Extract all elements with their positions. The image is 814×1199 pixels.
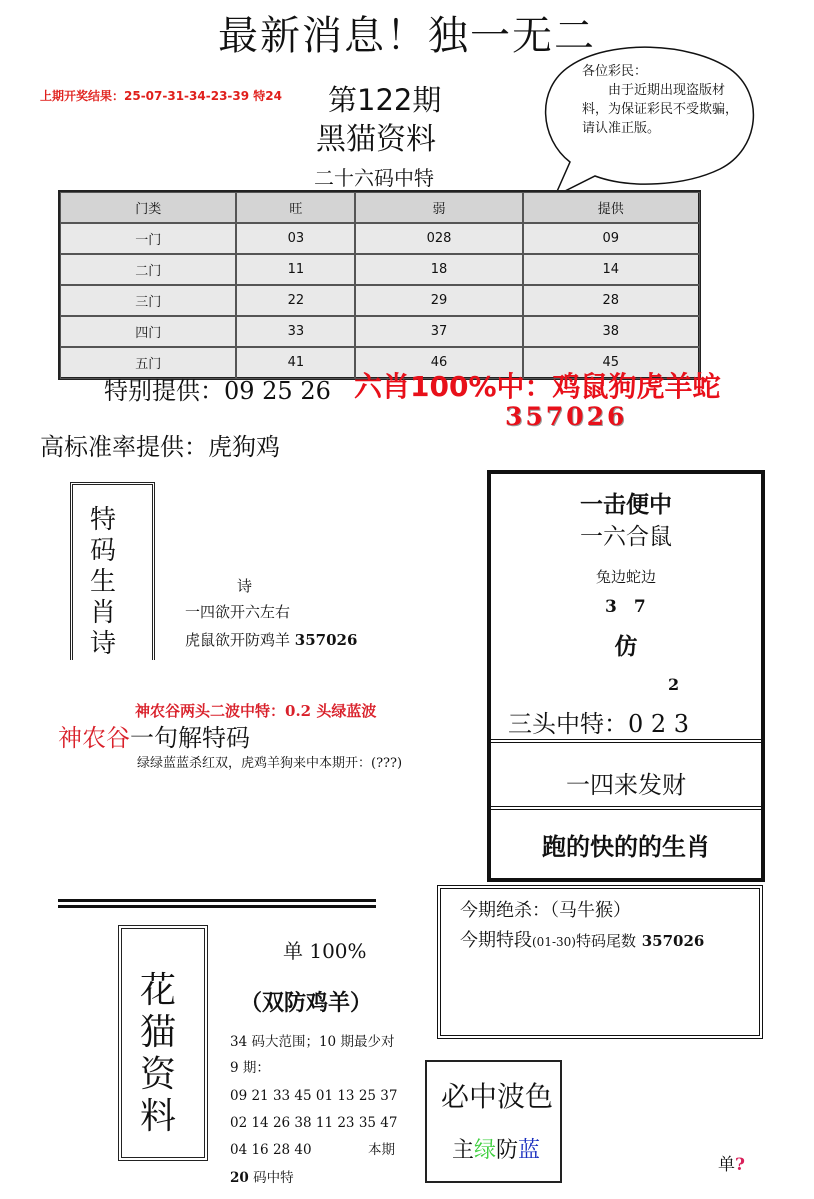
poem-title: 特码生肖诗: [90, 505, 117, 659]
table-cell: 46: [355, 347, 522, 379]
kill-segment: 今期特段: [460, 930, 532, 951]
tip-line-5: 仿: [614, 633, 638, 660]
header-cell: 旺: [236, 192, 355, 224]
divider: [487, 806, 765, 810]
door-table: [58, 190, 701, 380]
wave-title: 必中波色: [441, 1080, 554, 1113]
special-offer: 特别提供：09 25 26: [104, 377, 331, 405]
hua-line-6: [230, 1170, 294, 1187]
brand-title: 黑猫资料: [316, 122, 436, 157]
tip-line-3: 兔边蛇边: [595, 568, 656, 586]
hua-line-5: 04 16 28 40: [230, 1142, 312, 1158]
issue-number: 第122期: [328, 83, 442, 117]
notice-greeting: 各位彩民：: [582, 64, 648, 79]
table-cell: 11: [236, 254, 355, 285]
hua-double: （双防鸡羊）: [240, 990, 373, 1016]
hua-line-1: 34 码大范围；10 期最少对: [230, 1034, 395, 1050]
notice-body: 由于近期出现盗版材料，为保证彩民不受欺骗，请认准正版。: [582, 83, 739, 136]
table-cell: 18: [355, 254, 522, 285]
table-row: [60, 223, 700, 254]
table-cell: 一门: [60, 223, 237, 254]
tip-line-7: 三头中特：0 2 3: [508, 710, 690, 738]
table-cell: 09: [523, 223, 700, 254]
table-cell: 二门: [60, 254, 237, 285]
table-cell: 45: [523, 347, 700, 379]
kill-line-2: [460, 930, 704, 953]
header-cell: 弱: [355, 192, 522, 224]
last-result: 上期开奖结果：25-07-31-34-23-39 特24: [40, 89, 282, 103]
hua-line-4: 02 14 26 38 11 23 35 47: [230, 1115, 398, 1131]
footer-single-text: 单: [718, 1155, 735, 1175]
notice-text: [582, 62, 742, 138]
hua-count-text: 码中特: [248, 1170, 294, 1186]
hua-line-2: 9 期：: [230, 1060, 270, 1076]
wave-main: 主: [452, 1138, 475, 1163]
wave-green: 绿: [474, 1138, 497, 1163]
table-cell: 028: [355, 223, 522, 254]
table-cell: 33: [236, 316, 355, 347]
tip-middle: 一四来发财: [566, 771, 686, 799]
table-cell: 29: [355, 285, 522, 316]
high-accuracy: 高标准率提供：虎狗鸡: [40, 433, 280, 461]
hua-single: 单 100%: [283, 939, 367, 963]
hua-count: 20: [230, 1170, 249, 1186]
table-cell: 28: [523, 285, 700, 316]
page-title: 最新消息！独一无二: [218, 13, 596, 59]
table-cell: 38: [523, 316, 700, 347]
divider: [487, 739, 765, 743]
six-zodiac: 六肖100%中：鸡鼠狗虎羊蛇: [354, 370, 721, 403]
header-cell: 提供: [523, 192, 700, 224]
wave-guard: 防: [496, 1138, 519, 1163]
table-cell: 四门: [60, 316, 237, 347]
poem-line-1: 一四欲开六左右: [185, 603, 291, 621]
tip-line-6: 2: [668, 675, 680, 694]
shennong-red-tip: 神农谷两头二波中特：0.2 头绿蓝波: [135, 702, 377, 720]
shennong-title-black: 一句解特码: [130, 724, 250, 752]
tip-line-4: 3 7: [605, 597, 646, 617]
subtitle: 二十六码中特: [314, 166, 434, 190]
shennong-title: [58, 724, 250, 752]
poem-line-2: [185, 631, 357, 649]
kill-range: (01-30): [532, 935, 576, 949]
tip-bottom: 跑的快的的生肖: [542, 832, 710, 861]
table-header-row: [60, 192, 700, 224]
shennong-title-red: 神农谷: [58, 724, 130, 752]
poem-line-2-text: 虎鼠欲开防鸡羊: [185, 631, 291, 649]
table-row: [60, 316, 700, 347]
tip-line-2: 一六合鼠: [580, 524, 672, 550]
wave-blue: 蓝: [518, 1138, 541, 1163]
table-cell: 22: [236, 285, 355, 316]
shennong-riddle: 绿绿蓝蓝杀红双，虎鸡羊狗来中本期开：(???): [137, 756, 403, 771]
table-cell: 41: [236, 347, 355, 379]
poem-line-2-number: 357026: [294, 631, 358, 649]
table-row: [60, 285, 700, 316]
header-cell: 门类: [60, 192, 237, 224]
wave-line: [452, 1133, 540, 1164]
table-cell: 14: [523, 254, 700, 285]
hua-line-5b: 本期: [368, 1142, 395, 1158]
six-zodiac-numbers: 357026: [505, 402, 628, 431]
table-cell: 三门: [60, 285, 237, 316]
poem-label: 诗: [237, 577, 253, 595]
tip-line-1: 一击便中: [580, 491, 672, 518]
hua-line-3: 09 21 33 45 01 13 25 37: [230, 1088, 398, 1104]
footer-question: ?: [735, 1155, 745, 1175]
kill-tail-label: 特码尾数: [575, 932, 636, 950]
table-cell: 37: [355, 316, 522, 347]
table-row: [60, 254, 700, 285]
double-divider: [58, 899, 376, 908]
table-cell: 03: [236, 223, 355, 254]
kill-line-1: 今期绝杀：（马牛猴）: [460, 900, 631, 921]
footer-single: [718, 1150, 745, 1175]
table-cell: 五门: [60, 347, 237, 379]
kill-tail-number: 357026: [641, 932, 705, 950]
hua-title: 花猫资料: [140, 970, 177, 1137]
